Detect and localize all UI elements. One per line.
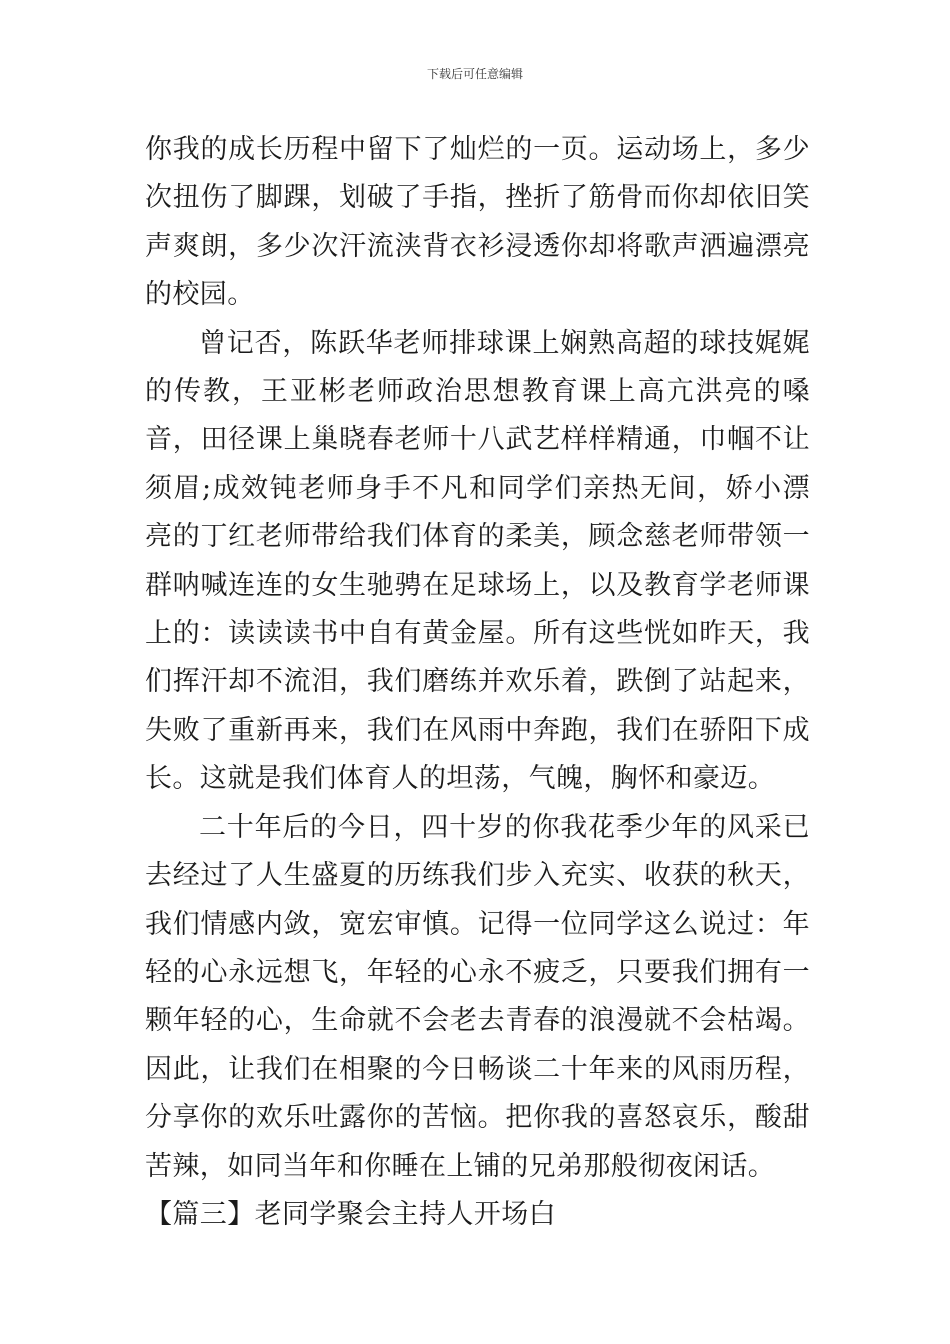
page-header: 下载后可任意编辑 [426,67,523,81]
paragraph-3: 二十年后的今日，四十岁的你我花季少年的风采已去经过了人生盛夏的历练我们步入充实、收获的秋天，我们情感内敛，宽宏审慎。记得一位同学这么说过：年轻的心永远想飞，年轻的心永不疲乏，只要我们拥有一颗年轻的心，生命就不会老去青春的浪漫就不会枯竭。因此，让我们在相聚的今日畅谈二十年来的风雨历程，分享你的欢乐吐露你的苦恼。把你我的喜怒哀乐，酸甜苦辣，如同当年和你睡在上铺的兄弟那般彻夜闲话。 [145,811,810,1182]
document-body [145,126,810,1239]
paragraph-1: 你我的成长历程中留下了灿烂的一页。运动场上，多少次扭伤了脚踝，划破了手指，挫折了筋骨而你却依旧笑声爽朗，多少次汗流浃背衣衫浸透你却将歌声洒遍漂亮的校园。 [145,134,810,311]
paragraph-2: 曾记否，陈跃华老师排球课上娴熟高超的球技娓娓的传教，王亚彬老师政治思想教育课上高亢洪亮的嗓音，田径课上巢晓春老师十八武艺样样精通，巾帼不让须眉;成效钝老师身手不凡和同学们亲热无间，娇小漂亮的丁红老师带给我们体育的柔美，顾念慈老师带领一群呐喊连连的女生驰骋在足球场上，以及教育学老师课上的：读读读书中自有黄金屋。所有这些恍如昨天，我们挥汗却不流泪，我们磨练并欢乐着，跌倒了站起来，失败了重新再来，我们在风雨中奔跑，我们在骄阳下成长。这就是我们体育人的坦荡，气魄，胸怀和豪迈。 [145,327,810,795]
section-title: 【篇三】老同学聚会主持人开场白 [145,1198,556,1230]
